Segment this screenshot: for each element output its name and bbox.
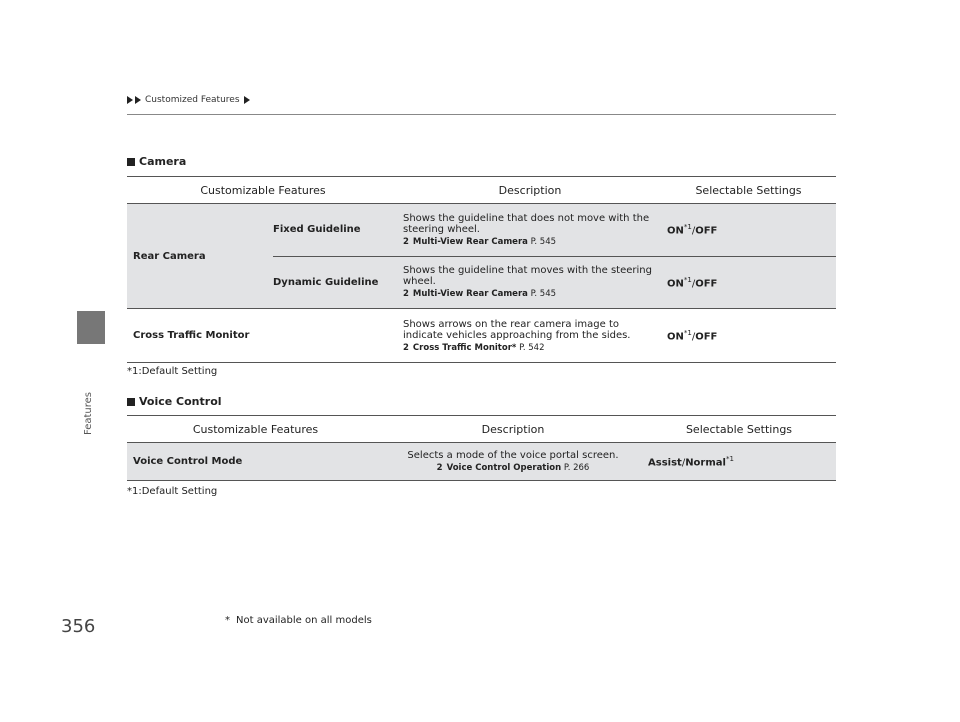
- description-cell: [399, 309, 661, 363]
- setting-assist: Assist: [648, 457, 682, 469]
- reference-arrow-icon: 2: [403, 289, 409, 300]
- table-row: [127, 443, 836, 481]
- reference-arrow-icon: 2: [403, 342, 409, 353]
- setting-separator: /: [681, 457, 686, 469]
- table-row: [127, 204, 836, 257]
- feature-name: Voice Control Mode: [127, 443, 384, 481]
- setting-on: ON: [667, 277, 684, 289]
- table-row: [127, 309, 836, 363]
- cross-reference[interactable]: [403, 343, 657, 353]
- group-label: Rear Camera: [133, 250, 206, 262]
- description-cell: [399, 204, 661, 257]
- feature-name: Fixed Guideline: [273, 204, 399, 257]
- col-header-settings: Selectable Settings: [642, 416, 836, 443]
- setting-normal: Normal: [685, 457, 726, 469]
- breadcrumb-link[interactable]: Customized Features: [145, 95, 240, 105]
- availability-star: *: [511, 342, 517, 353]
- reference-title: Voice Control Operation: [446, 463, 562, 473]
- settings-cell: [661, 256, 836, 309]
- voice-section-title: [127, 395, 222, 408]
- footnote-mark: *1: [725, 454, 734, 463]
- reference-title: Multi-View Rear Camera: [412, 236, 528, 247]
- col-header-settings: Selectable Settings: [661, 177, 836, 204]
- camera-table: [127, 176, 836, 363]
- reference-page: P. 545: [530, 236, 557, 247]
- setting-on: ON: [667, 225, 684, 237]
- description-cell: [399, 256, 661, 309]
- reference-page: P. 266: [563, 463, 590, 473]
- triangle-icon: [135, 96, 141, 104]
- col-header-features: Customizable Features: [127, 177, 399, 204]
- cross-reference[interactable]: [388, 463, 638, 473]
- triangle-icon: [127, 96, 133, 104]
- reference-page: P. 542: [519, 342, 545, 353]
- voice-table: [127, 415, 836, 481]
- setting-off: OFF: [695, 277, 718, 289]
- side-section-label: Features: [83, 392, 94, 435]
- description-text: Shows the guideline that moves with the steering wheel.: [403, 265, 652, 288]
- voice-footnote: *1:Default Setting: [127, 486, 218, 497]
- availability-note-text: Not available on all models: [236, 615, 372, 626]
- reference-page: P. 545: [530, 289, 557, 300]
- section-tab-marker: [77, 311, 105, 344]
- page-number: 356: [61, 616, 96, 637]
- footnote-mark: *1: [683, 328, 692, 337]
- description-cell: [384, 443, 642, 481]
- settings-cell: [642, 443, 836, 481]
- cross-reference[interactable]: [403, 237, 657, 247]
- square-bullet-icon: [127, 158, 135, 166]
- settings-cell: [661, 309, 836, 363]
- availability-star: *: [225, 615, 230, 626]
- camera-section-title: [127, 155, 186, 168]
- group-cell: [127, 204, 399, 309]
- table-header-row: [127, 416, 836, 443]
- setting-separator: /: [691, 225, 696, 237]
- setting-separator: /: [691, 277, 696, 289]
- reference-arrow-icon: 2: [403, 236, 409, 247]
- camera-title-text: Camera: [139, 155, 187, 168]
- col-header-description: Description: [384, 416, 642, 443]
- reference-arrow-icon: 2: [436, 463, 443, 473]
- settings-cell: [661, 204, 836, 257]
- cross-reference[interactable]: [403, 289, 657, 299]
- camera-footnote: *1:Default Setting: [127, 366, 218, 377]
- triangle-icon: [244, 96, 250, 104]
- description-text: Shows the guideline that does not move with the steering wheel.: [403, 212, 650, 235]
- feature-name: Dynamic Guideline: [273, 276, 379, 288]
- setting-off: OFF: [695, 331, 718, 343]
- setting-separator: /: [691, 331, 696, 343]
- description-text: Shows arrows on the rear camera image to indicate vehicles approaching from the sides.: [403, 318, 631, 341]
- availability-note: [225, 615, 372, 626]
- table-header-row: [127, 177, 836, 204]
- setting-off: OFF: [695, 225, 718, 237]
- footnote-mark: *1: [683, 275, 692, 284]
- col-header-description: Description: [399, 177, 661, 204]
- voice-title-text: Voice Control: [139, 395, 222, 408]
- square-bullet-icon: [127, 398, 135, 406]
- feature-name: Cross Traffic Monitor: [133, 330, 250, 341]
- reference-title: Multi-View Rear Camera: [412, 289, 528, 300]
- col-header-features: Customizable Features: [127, 416, 384, 443]
- reference-title: Cross Traffic Monitor: [412, 342, 512, 353]
- footnote-mark: *1: [683, 223, 692, 232]
- setting-on: ON: [667, 331, 684, 343]
- description-text: Selects a mode of the voice portal screen.: [407, 450, 619, 461]
- breadcrumb: [127, 95, 250, 105]
- header-rule: [127, 114, 836, 115]
